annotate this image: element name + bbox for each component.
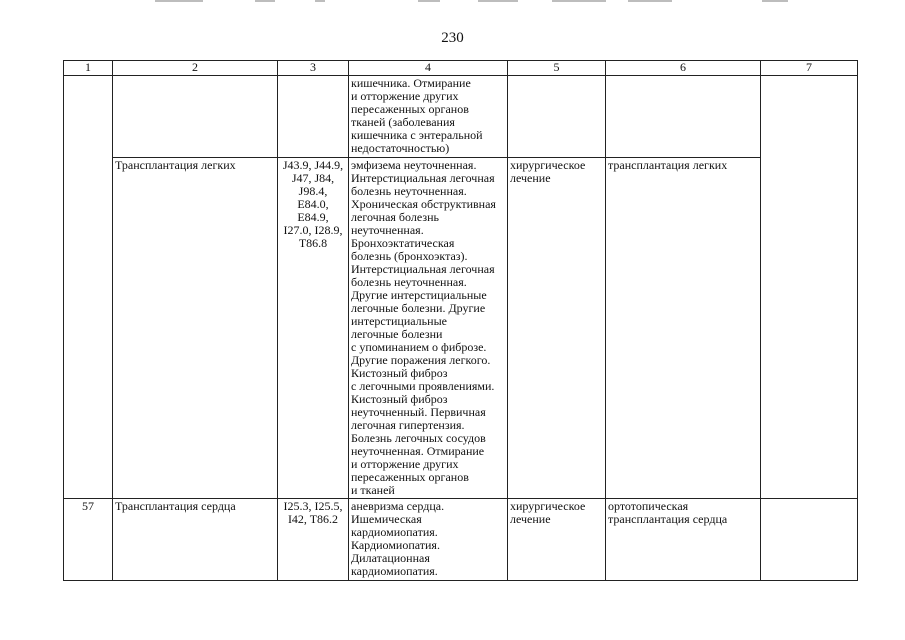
column-number-row xyxy=(64,61,858,76)
column-header: 4 xyxy=(349,61,508,76)
table-row xyxy=(64,499,858,581)
treatment-type-cell xyxy=(508,76,606,158)
cost-cell xyxy=(761,499,858,581)
diagnosis-cell: эмфизема неуточненная. Интерстициальная легочная болезнь неуточненная. Хроническая обструктивная легочная болезнь неуточненная. Бронхоэктатическая болезнь (бронхоэктаз). Интерстициальная легочная болезнь неуточненная. Другие интерстициальные легочные болезни. Другие интерстициальные легочные болезни с упоминанием о фиброзе. Другие поражения легкого. Кистозный фиброз с легочными проявлениями. Кистозный фиброз неуточненный. Первичная легочная гипертензия. Болезнь легочных сосудов неуточненная. Отмирание и отторжение других пересаженных органов и тканей xyxy=(349,158,508,499)
table-row xyxy=(64,158,858,499)
treatment-method-cell: трансплантация легких xyxy=(606,158,761,499)
diagnosis-cell: аневризма сердца. Ишемическая кардиомиопатия. Кардиомиопатия. Дилатационная кардиомиопатия. xyxy=(349,499,508,581)
row-number-cell: 57 xyxy=(64,499,113,581)
medical-care-table xyxy=(63,60,858,581)
icd-codes-cell xyxy=(278,76,349,158)
intervention-name-cell xyxy=(113,76,278,158)
treatment-method-cell: ортотопическая трансплантация сердца xyxy=(606,499,761,581)
icd-codes-cell: I25.3, I25.5, I42, T86.2 xyxy=(278,499,349,581)
page-number: 230 xyxy=(441,30,464,46)
row-number-cell xyxy=(64,76,113,499)
treatment-type-cell: хирургическое лечение xyxy=(508,158,606,499)
treatment-method-cell xyxy=(606,76,761,158)
icd-codes-cell: J43.9, J44.9, J47, J84, J98.4, E84.0, E84.9, I27.0, I28.9, T86.8 xyxy=(278,158,349,499)
column-header: 5 xyxy=(508,61,606,76)
intervention-name-cell: Трансплантация легких xyxy=(113,158,278,499)
intervention-name-cell: Трансплантация сердца xyxy=(113,499,278,581)
diagnosis-cell: кишечника. Отмирание и отторжение других пересаженных органов тканей (заболевания кишечника с энтеральной недостаточностью) xyxy=(349,76,508,158)
column-header: 6 xyxy=(606,61,761,76)
table-row xyxy=(64,76,858,158)
column-header: 1 xyxy=(64,61,113,76)
column-header: 3 xyxy=(278,61,349,76)
top-edge-marks xyxy=(0,0,905,3)
cost-cell xyxy=(761,76,858,499)
column-header: 7 xyxy=(761,61,858,76)
column-header: 2 xyxy=(113,61,278,76)
treatment-type-cell: хирургическое лечение xyxy=(508,499,606,581)
